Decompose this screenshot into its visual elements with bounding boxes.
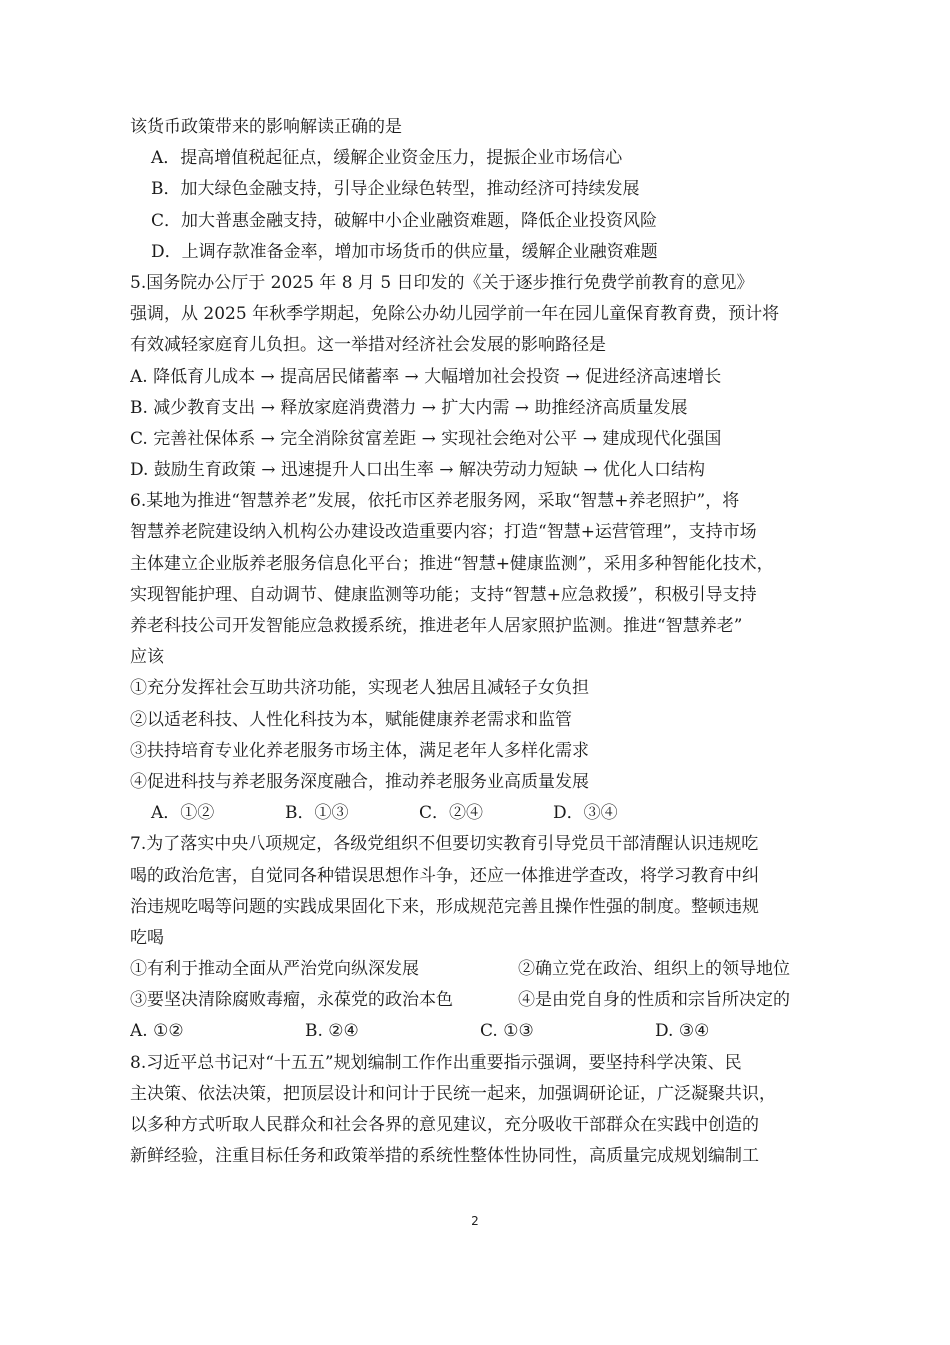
q7-choice-b: B. ②④ — [305, 1021, 359, 1042]
page-number: 2 — [471, 1214, 479, 1228]
q8-stem-line-4: 新鲜经验，注重目标任务和政策举措的系统性整体性协同性，高质量完成规划编制工 — [130, 1146, 759, 1167]
q7-stem-line-1: 7.为了落实中央八项规定，各级党组织不但要切实教育引导党员干部清醒认识违规吃 — [130, 834, 759, 855]
q6-stem-line-3: 主体建立企业版养老服务信息化平台；推进“智慧+健康监测”，采用多种智能化技术， — [130, 553, 774, 574]
q6-stem-line-2: 智慧养老院建设纳入机构公办建设改造重要内容；打造“智慧+运营管理”，支持市场 — [130, 522, 757, 543]
q4-stem-tail: 该货币政策带来的影响解读正确的是 — [130, 117, 402, 137]
q8-stem-line-1: 8.习近平总书记对“十五五”规划编制工作作出重要指示强调，要坚持科学决策、民 — [130, 1052, 742, 1073]
q7-stem-line-2: 喝的政治危害，自觉同各种错误思想作斗争，还应一体推进学查改，将学习教育中纠 — [130, 865, 759, 886]
q6-item-4: ④促进科技与养老服务深度融合，推动养老服务业高质量发展 — [130, 771, 589, 792]
q7-stem-line-3: 治违规吃喝等问题的实践成果固化下来，形成规范完善且操作性强的制度。整顿违规 — [130, 896, 759, 917]
q5-stem-line-1: 5.国务院办公厅于 2025 年 8 月 5 日印发的《关于逐步推行免费学前教育的意见》 — [130, 272, 754, 293]
q7-choice-c: C. ①③ — [480, 1021, 534, 1042]
q6-choices — [130, 798, 830, 829]
q7-choice-d: D. ③④ — [655, 1021, 710, 1042]
q6-stem-line-5: 养老科技公司开发智能应急救援系统，推进老年人居家照护监测。推进“智慧养老” — [130, 616, 743, 636]
q4-option-c: C．加大普惠金融支持，破解中小企业融资难题，降低企业投资风险 — [151, 210, 658, 231]
q6-stem-line-4: 实现智能护理、自动调节、健康监测等功能；支持“智慧+应急救援”，积极引导支持 — [130, 584, 757, 605]
q7-item-1: ①有利于推动全面从严治党向纵深发展 — [130, 959, 419, 980]
q7-choice-a: A. ①② — [130, 1021, 184, 1042]
q5-option-b: B. 减少教育支出 → 释放家庭消费潜力 → 扩大内需 → 助推经济高质量发展 — [130, 397, 688, 418]
q8-stem-line-3: 以多种方式听取人民群众和社会各界的意见建议，充分吸收干部群众在实践中创造的 — [130, 1115, 759, 1135]
q4-option-d: D．上调存款准备金率，增加市场货币的供应量，缓解企业融资难题 — [151, 241, 658, 262]
q4-option-b: B．加大绿色金融支持，引导企业绿色转型，推动经济可持续发展 — [151, 179, 640, 200]
q6-stem-line-1: 6.某地为推进“智慧养老”发展，依托市区养老服务网，采取“智慧+养老照护”，将 — [130, 491, 740, 512]
q6-item-3: ③扶持培育专业化养老服务市场主体，满足老年人多样化需求 — [130, 740, 589, 761]
q6-choice-b: B．①③ — [285, 803, 349, 824]
q7-item-4: ④是由党自身的性质和宗旨所决定的 — [518, 990, 790, 1011]
q8-stem-line-2: 主决策、依法决策，把顶层设计和问计于民统一起来，加强调研论证，广泛凝聚共识， — [130, 1083, 776, 1104]
q6-item-1: ①充分发挥社会互助共济功能，实现老人独居且减轻子女负担 — [130, 678, 589, 699]
q7-choices — [130, 1016, 830, 1047]
q7-stem-line-4: 吃喝 — [130, 927, 164, 948]
q7-item-3: ③要坚决清除腐败毒瘤，永葆党的政治本色 — [130, 990, 453, 1011]
q6-stem-line-6: 应该 — [130, 647, 164, 668]
q5-stem-line-2: 强调，从 2025 年秋季学期起，免除公办幼儿园学前一年在园儿童保育教育费，预计将 — [130, 304, 780, 325]
q6-item-2: ②以适老科技、人性化科技为本，赋能健康养老需求和监管 — [130, 709, 572, 730]
q6-choice-a: A．①② — [151, 803, 215, 824]
q4-option-a: A．提高增值税起征点，缓解企业资金压力，提振企业市场信心 — [151, 148, 623, 169]
q5-option-d: D. 鼓励生育政策 → 迅速提升人口出生率 → 解决劳动力短缺 → 优化人口结构 — [130, 460, 705, 481]
q5-option-a: A. 降低育儿成本 → 提高居民储蓄率 → 大幅增加社会投资 → 促进经济高速增长 — [130, 366, 722, 387]
q5-option-c: C. 完善社保体系 → 完全消除贫富差距 → 实现社会绝对公平 → 建成现代化强国 — [130, 428, 722, 449]
q7-items-row-1 — [130, 954, 830, 985]
page-content — [130, 112, 830, 1172]
q7-item-2: ②确立党在政治、组织上的领导地位 — [518, 959, 790, 980]
q7-items-row-2 — [130, 985, 830, 1016]
q5-stem-line-3: 有效减轻家庭育儿负担。这一举措对经济社会发展的影响路径是 — [130, 335, 606, 356]
q6-choice-c: C．②④ — [419, 803, 484, 824]
q6-choice-d: D．③④ — [553, 803, 618, 824]
